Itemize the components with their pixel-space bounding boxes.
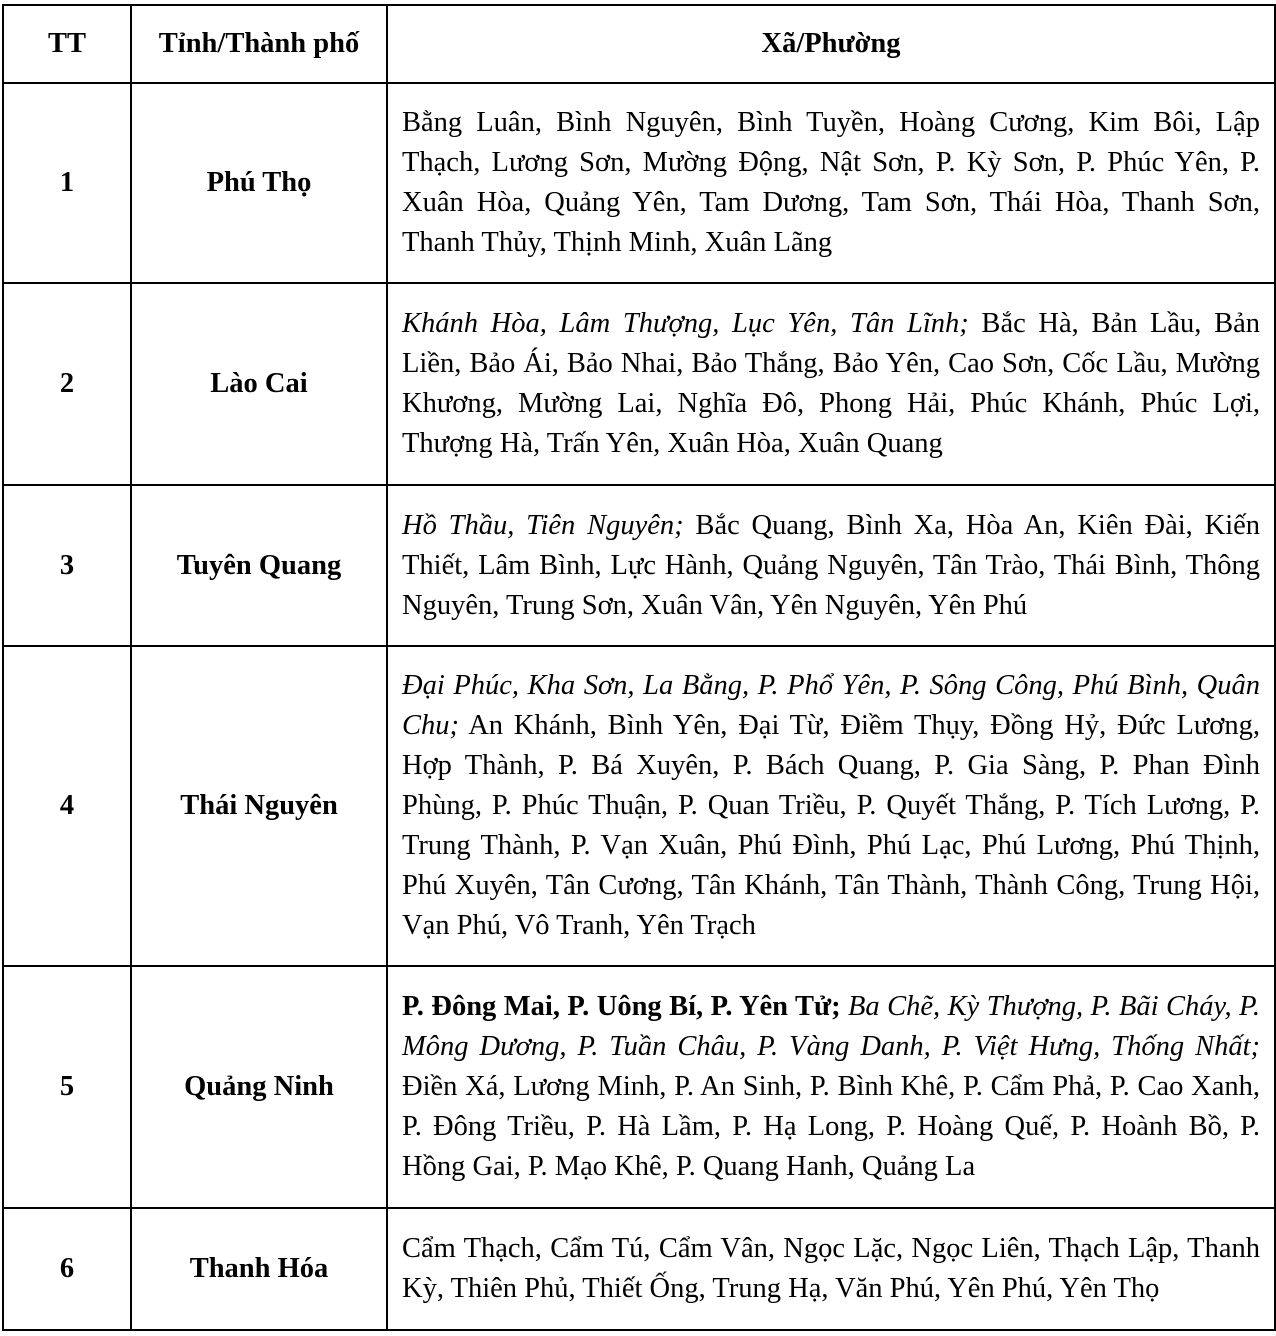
table-row (3, 83, 1275, 283)
italic-communes: Hồ Thầu, Tiên Nguyên; (402, 509, 684, 541)
normal-communes: Cẩm Thạch, Cẩm Tú, Cẩm Vân, Ngọc Lặc, Ngọc Liên, Thạch Lập, Thanh Kỳ, Thiên Phủ, Thiết Ống, Trung Hạ, Văn Phú, Yên Phú, Yên Thọ (402, 1233, 1260, 1304)
table-row (3, 283, 1275, 485)
table-row (3, 966, 1275, 1208)
table-header-row (3, 5, 1275, 83)
province-name: Quảng Ninh (131, 966, 387, 1208)
header-communes: Xã/Phường (387, 5, 1275, 83)
commune-list (387, 283, 1275, 485)
normal-communes: Điền Xá, Lương Minh, P. An Sinh, P. Bình Khê, P. Cẩm Phả, P. Cao Xanh, P. Đông Triều, P. Hà Lầm, P. Hạ Long, P. Hoàng Quế, P. Hoành Bồ, P. Hồng Gai, P. Mạo Khê, P. Quang Hanh, Quảng La (402, 1071, 1260, 1182)
province-name: Tuyên Quang (131, 485, 387, 646)
header-province: Tỉnh/Thành phố (131, 5, 387, 83)
normal-communes: An Khánh, Bình Yên, Đại Từ, Điềm Thụy, Đồng Hỷ, Đức Lương, Hợp Thành, P. Bá Xuyên, P. Bách Quang, P. Gia Sàng, P. Phan Đình Phùng, P. Phúc Thuận, P. Quan Triều, P. Quyết Thắng, P. Tích Lương, P. Trung Thành, P. Vạn Xuân, Phú Đình, Phú Lạc, Phú Lương, Phú Thịnh, Phú Xuyên, Tân Cương, Tân Khánh, Tân Thành, Thành Công, Trung Hội, Vạn Phú, Vô Tranh, Yên Trạch (402, 710, 1260, 941)
commune-list (387, 646, 1275, 966)
header-tt: TT (3, 5, 131, 83)
normal-communes: Bắc Hà, Bản Lầu, Bản Liền, Bảo Ái, Bảo Nhai, Bảo Thắng, Bảo Yên, Cao Sơn, Cốc Lầu, Mường Khương, Mường Lai, Nghĩa Đô, Phong Hải, Phúc Khánh, Phúc Lợi, Thượng Hà, Trấn Yên, Xuân Hòa, Xuân Quang (402, 308, 1260, 459)
table-row (3, 646, 1275, 966)
province-name: Thanh Hóa (131, 1208, 387, 1330)
commune-list-table (2, 4, 1276, 1331)
row-number: 1 (3, 83, 131, 283)
normal-communes: Bằng Luân, Bình Nguyên, Bình Tuyền, Hoàng Cương, Kim Bôi, Lập Thạch, Lương Sơn, Mường Động, Nật Sơn, P. Kỳ Sơn, P. Phúc Yên, P. Xuân Hòa, Quảng Yên, Tam Dương, Tam Sơn, Thái Hòa, Thanh Sơn, Thanh Thủy, Thịnh Minh, Xuân Lãng (402, 107, 1260, 258)
commune-list (387, 485, 1275, 646)
province-name: Thái Nguyên (131, 646, 387, 966)
italic-communes: Ba Chẽ, Kỳ Thượng, P. Bãi Cháy, P. Mông Dương, P. Tuần Châu, P. Vàng Danh, P. Việt Hưng, Thống Nhất; (402, 991, 1260, 1062)
italic-communes: Đại Phúc, Kha Sơn, La Bằng, P. Phổ Yên, P. Sông Công, Phú Bình, Quân Chu; (402, 670, 1260, 741)
bold-communes: P. Đông Mai, P. Uông Bí, P. Yên Tử; (402, 991, 841, 1022)
table-row (3, 1208, 1275, 1330)
table-row (3, 485, 1275, 646)
commune-list (387, 966, 1275, 1208)
row-number: 6 (3, 1208, 131, 1330)
commune-list (387, 1208, 1275, 1330)
commune-list (387, 83, 1275, 283)
row-number: 3 (3, 485, 131, 646)
province-name: Lào Cai (131, 283, 387, 485)
row-number: 4 (3, 646, 131, 966)
province-name: Phú Thọ (131, 83, 387, 283)
normal-communes: Bắc Quang, Bình Xa, Hòa An, Kiên Đài, Kiến Thiết, Lâm Bình, Lực Hành, Quảng Nguyên, Tân Trào, Thái Bình, Thông Nguyên, Trung Sơn, Xuân Vân, Yên Nguyên, Yên Phú (402, 509, 1261, 621)
italic-communes: Khánh Hòa, Lâm Thượng, Lục Yên, Tân Lĩnh; (402, 308, 969, 339)
row-number: 2 (3, 283, 131, 485)
row-number: 5 (3, 966, 131, 1208)
